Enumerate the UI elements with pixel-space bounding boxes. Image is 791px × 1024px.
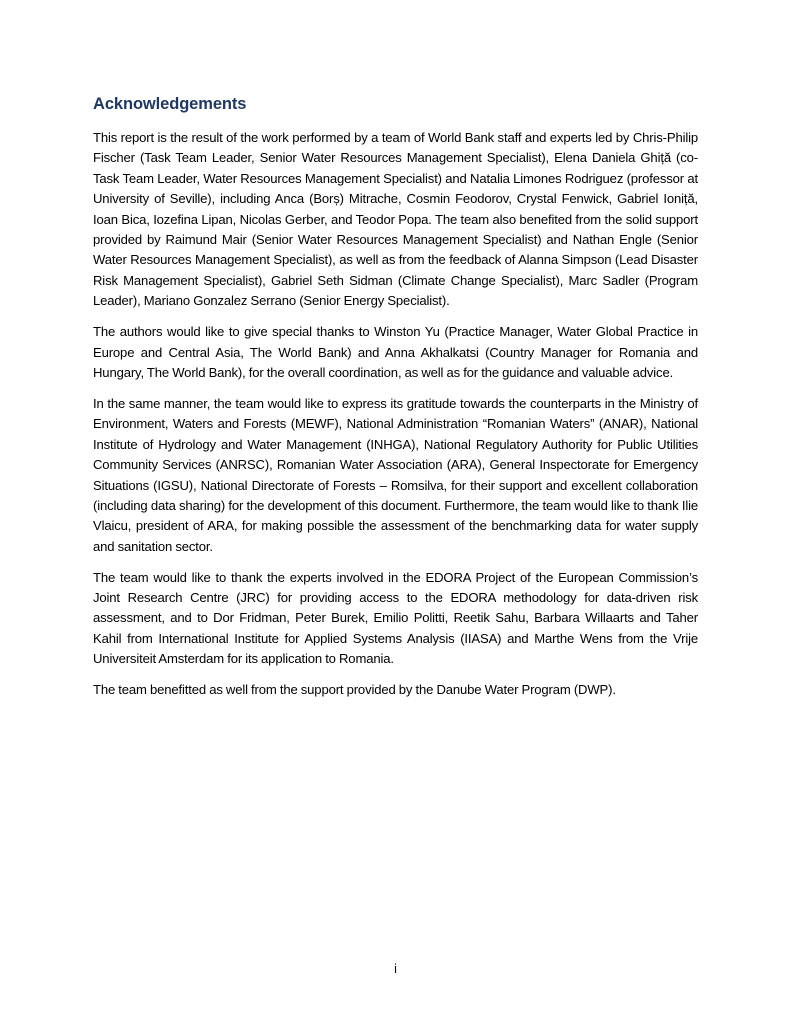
document-page (93, 92, 698, 711)
paragraph-dwp: The team benefitted as well from the support provided by the Danube Water Program (DWP). (93, 682, 616, 698)
page-number: i (394, 962, 397, 976)
paragraph-special-thanks: The authors would like to give special thanks to Winston Yu (Practice Manager, Water Global Practice in Europe and Central Asia, The World Bank) and Anna Akhalkatsi (Country Manager for Romania and Hungary, The World Bank), for the overall coordination, as well as for the guidance and valuable advice. (93, 324, 698, 380)
paragraph-edora: The team would like to thank the experts involved in the EDORA Project of the European Commission’s Joint Research Centre (JRC) for providing access to the EDORA methodology for data-driven risk assessment, and to Dor Fridman, Peter Burek, Emilio Politti, Reetik Sahu, Barbara Willaarts and Taher Kahil from International Institute for Applied Systems Analysis (IIASA) and Marthe Wens from the Vrije Universiteit Amsterdam for its application to Romania. (93, 569, 698, 667)
page-title: Acknowledgements (93, 95, 247, 113)
paragraph-team: This report is the result of the work performed by a team of World Bank staff and experts led by Chris-Philip Fischer (Task Team Leader, Senior Water Resources Management Specialist), Elena Daniela Ghiță (co-Task Team Leader, Water Resources Management Specialist) and Natalia Limones Rodriguez (professor at University of Seville), including Anca (Borș) Mitrache, Cosmin Feodorov, Crystal Fenwick, Gabriel Ioniță, Ioan Bica, Iozefina Lipan, Nicolas Gerber, and Teodor Popa. The team also benefited from the solid support provided by Raimund Mair (Senior Water Resources Management Specialist) and Nathan Engle (Senior Water Resources Management Specialist), as well as from the feedback of Alanna Simpson (Lead Disaster Risk Management Specialist), Gabriel Seth Sidman (Climate Change Specialist), Marc Sadler (Program Leader), Mariano Gonzalez Serrano (Senior Energy Specialist). (93, 130, 698, 309)
paragraph-counterparts: In the same manner, the team would like to express its gratitude towards the counterparts in the Ministry of Environment, Waters and Forests (MEWF), National Administration “Romanian Waters” (ANAR), National Institute of Hydrology and Water Management (INHGA), National Regulatory Authority for Public Utilities Community Services (ANRSC), Romanian Water Association (ARA), General Inspectorate for Emergency Situations (IGSU), National Directorate of Forests – Romsilva, for their support and excellent collaboration (including data sharing) for the development of this document. Furthermore, the team would like to thank Ilie Vlaicu, president of ARA, for making possible the assessment of the benchmarking data for water supply and sanitation sector. (93, 395, 698, 554)
